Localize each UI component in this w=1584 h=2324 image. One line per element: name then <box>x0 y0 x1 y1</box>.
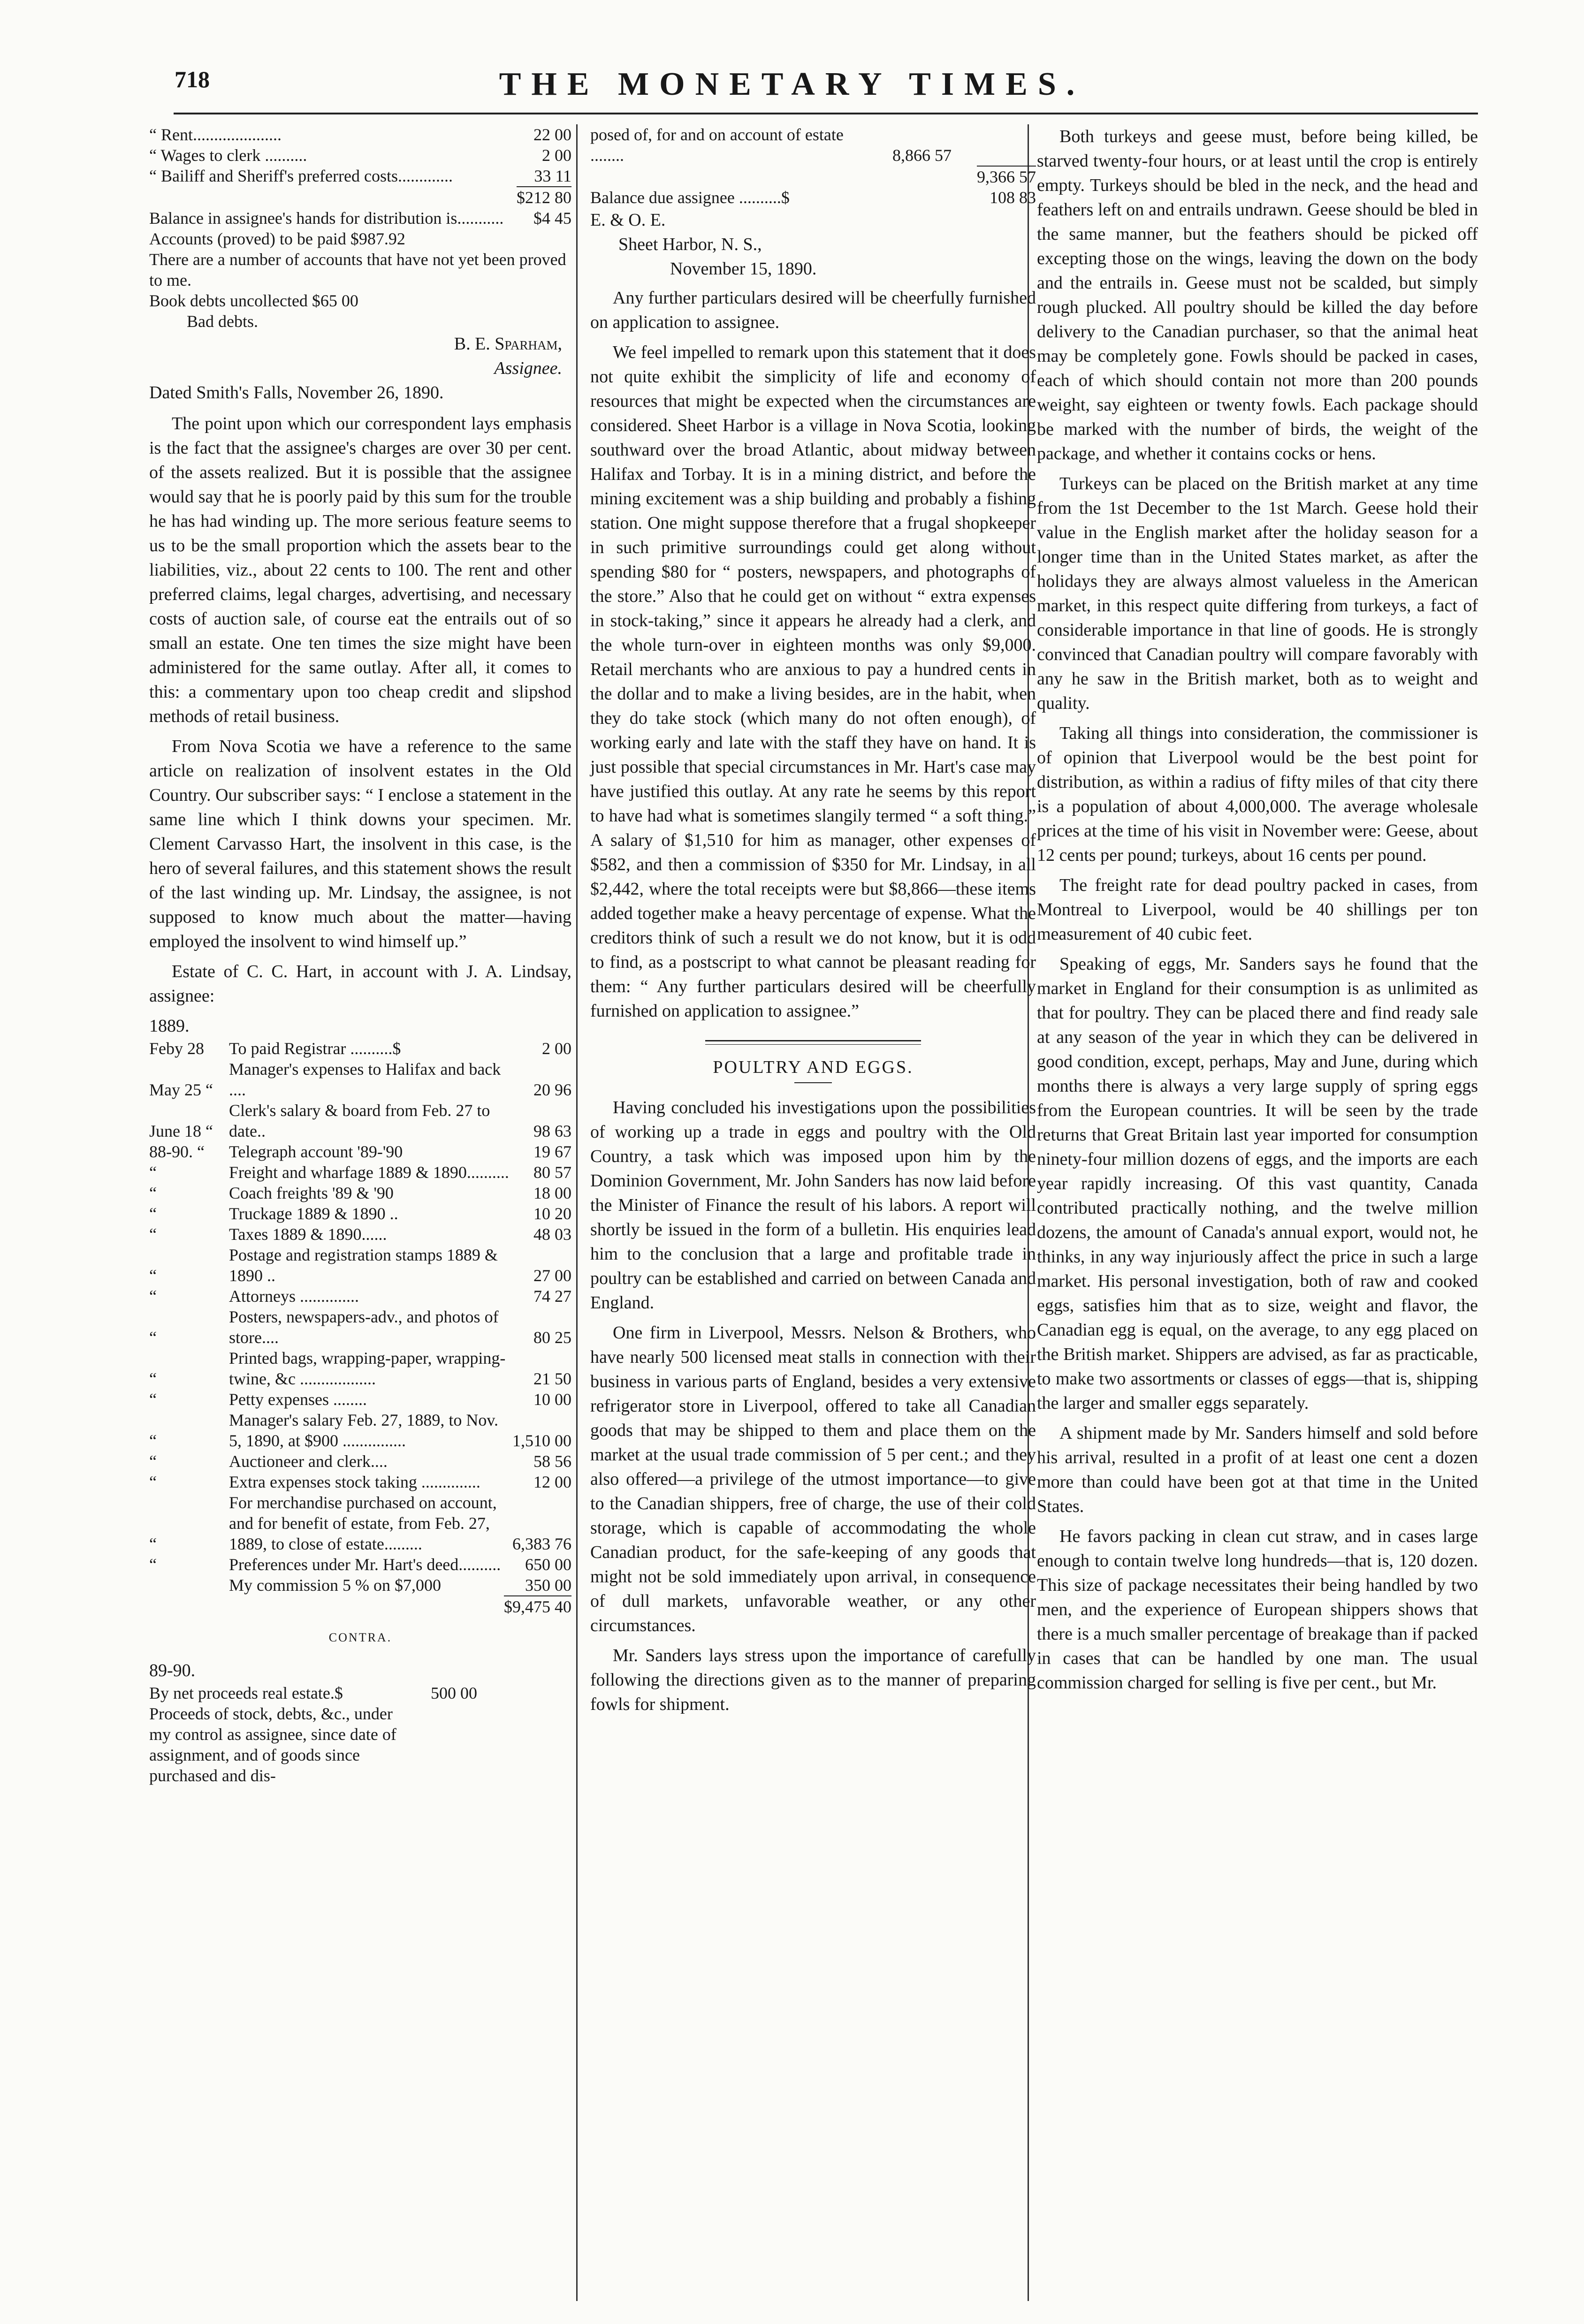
place-line: Sheet Harbor, N. S., <box>618 235 762 254</box>
unproved-line: There are a number of accounts that have not yet been proved to me. <box>149 250 566 289</box>
estate-title: Estate of C. C. Hart, in account with J. A. Lindsay, assignee: <box>149 962 571 1006</box>
paragraph: Mr. Sanders lays stress upon the importance of carefully following the directions given as to the manner of preparing fowls for shipment. <box>590 1646 1036 1714</box>
paragraph: We feel impelled to remark upon this statement that it does not quite exhibit the simplicity of life and economy of resources that might be expected when the circumstances are considered. Sheet Harbor is a village in Nova Scotia, looking southward over the broad Atlantic, about midway between Halifax and Torbay. It is in a mining district, and before the mining excitement was a ship building and probably a fishing station. One might suppose therefore that a frugal shopkeeper in such primitive surroundings could get along without spending $80 for “ posters, newspapers, and photographs of the store.” Also that he could get on without “ extra expenses in stock-taking,” since it appears he already had a clerk, and the whole turn-over in eighteen months was only $9,000. Retail merchants who are anxious to pay a hundred cents in the dollar and to make a living besides, are in the habit, when they do take stock (which many do not often enough), of working early and late with the staff they have on hand. It is just possible that special circumstances in Mr. Hart's case may have justified this outlay. At any rate he seems by this report to have had what is sometimes slangily termed “ a soft thing.” A salary of $1,510 for him as manager, other expenses of $582, and then a commission of $350 for Mr. Lindsay, in all $2,442, where the total receipts were but $8,866—these items added together make a heavy percentage of expense. What the creditors think of such a result we do not know, but it is odd to find, as a postscript to what cannot be pleasant reading for them: “ Any further particulars desired will be cheerfully furnished on application to assignee.” <box>590 342 1036 1021</box>
table-row: “ For merchandise purchased on account, and for benefit of estate, from Feb. 27, 1889, to close of estate......... 6,383 76 <box>149 1493 571 1553</box>
table-row: “ Truckage 1889 & 1890 .. 10 20 <box>149 1204 571 1223</box>
ledger-total: $9,475 40 <box>504 1595 571 1617</box>
contra-heading: CONTRA. <box>328 1631 392 1644</box>
paragraph: Both turkeys and geese must, before being killed, be starved twenty-four hours, or at least until the crop is entirely empty. Turkeys should be bled in the neck, and the head and feathers left on and entrails undrawn. Geese should be bled in the same manner, but the feathers should be picked off excepting those on the wings, leaving the down on the body and the entrails in. Geese must not be scalded, but simply rough plucked. All poultry should be killed the day before delivery to the Canadian purchaser, so that the animal heat may be completely gone. Fowls should be packed in cases, each of which should contain not more than 200 pounds weight, say eighteen or twenty fowls. Each package should be marked with the number of birds, the weight of the package, and whether it contains cocks or hens. <box>1037 127 1478 463</box>
contra-text: Proceeds of stock, debts, &c., under my control as assignee, since date of assignment, and of goods since purchased and dis- <box>149 1704 396 1785</box>
table-row: “ Freight and wharfage 1889 & 1890.......... 80 57 <box>149 1163 571 1182</box>
signature-title: Assignee. <box>494 358 562 378</box>
table-row: “ Posters, newspapers-adv., and photos of store.... 80 25 <box>149 1307 571 1347</box>
table-row: “ Auctioneer and clerk.... 58 56 <box>149 1452 571 1471</box>
paragraph: The point upon which our correspondent lays emphasis is the fact that the assignee's charges are over 30 per cent. of the assets realized. But it is possible that the assignee would say that he is poorly paid by this sum for the trouble he has had winding up. The more serious feature seems to us to be the small proportion which the assets bear to the liabilities, viz., about 22 cents to 100. The rent and other preferred claims, legal charges, advertising, and necessary costs of auction sale, of course eat the entrails out of so small an estate. One ten times the size might have been administered for the same outlay. After all, it comes to this: a commentary upon too cheap credit and slipshod methods of retail business. <box>149 414 571 726</box>
table-row <box>149 186 571 208</box>
paragraph: He favors packing in clean cut straw, and in cases large enough to contain twelve long hundreds—that is, 120 dozen. This size of package necessitates their being handled by two men, and the experience of European shippers shows that there is a much smaller percentage of breakage than if packed in cases that can be handled by one man. The usual commission charged for selling is five per cent., but Mr. <box>1037 1527 1478 1693</box>
table-row: Feby 28 To paid Registrar ..........$ 2 00 <box>149 1039 571 1058</box>
estate-ledger <box>149 1038 571 1595</box>
table-row: posed of, for and on account of estate ........ 8,866 57 <box>590 125 952 165</box>
expense-table-top <box>149 124 571 208</box>
contra-year: 89-90. <box>149 1661 196 1680</box>
table-row: “ Manager's salary Feb. 27, 1889, to Nov. 5, 1890, at $900 ............... 1,510 00 <box>149 1411 571 1450</box>
paragraph: From Nova Scotia we have a reference to the same article on realization of insolvent estates in the Old Country. Our subscriber says: “ I enclose a statement in the same line which I think downs your specimen. Mr. Clement Carvasso Hart, the insolvent in this case, is the hero of several failures, and this statement shows the result of the last winding up. Mr. Lindsay, the assignee, is not supposed to know much about the matter—having employed the insolvent to wind himself up.” <box>149 737 571 951</box>
paragraph: Turkeys can be placed on the British market at any time from the 1st December to the 1st March. Geese hold their value in the English market after the holiday season for a longer time than in the United States market, as after the holidays they are always almost valueless in the American market, in this respect quite differing from turkeys, a fact of considerable importance in that line of goods. He is strongly convinced that Canadian poultry will compare favorably with any he saw in the British market, both as to weight and quality. <box>1037 474 1478 713</box>
masthead: THE MONETARY TIMES. <box>499 66 1085 102</box>
date-line: November 15, 1890. <box>670 259 817 279</box>
bad-debts-line: Bad debts. <box>187 312 258 331</box>
table-row: “ Attorneys .............. 74 27 <box>149 1287 571 1306</box>
table-row: “ Petty expenses ........ 10 00 <box>149 1390 571 1409</box>
page-number: 718 <box>175 66 210 92</box>
column-3 <box>1037 124 1478 1701</box>
table-row: May 25 “ Manager's expenses to Halifax and back .... 20 96 <box>149 1060 571 1099</box>
table-row: Balance in assignee's hands for distribution is........... $4 45 <box>149 209 571 228</box>
paragraph: One firm in Liverpool, Messrs. Nelson & Brothers, who have nearly 500 licensed meat stalls in connection with their business in various parts of England, besides a very extensive refrigerator store in Liverpool, offered to take all Canadian goods that may be shipped to them and place them on the market at the usual trade commission of 5 per cent.; and they also offered—a privilege of the utmost importance—to give to the Canadian shippers, free of charge, the use of their cold storage, which is capable of accommodating the whole Canadian product, for the safe-keeping of any goods that might not be sold immediately upon arrival, in consequence of dull markets, unfavorable weather, or any other circumstances. <box>590 1323 1036 1635</box>
table-row: “ Taxes 1889 & 1890...... 48 03 <box>149 1225 571 1244</box>
table-row: June 18 “ Clerk's salary & board from Feb. 27 to date.. 98 63 <box>149 1101 571 1140</box>
table-row: “ Postage and registration stamps 1889 & 1890 .. 27 00 <box>149 1246 571 1285</box>
table-row: By net proceeds real estate.$ 500 00 <box>149 1684 477 1702</box>
continued-ledger <box>590 124 1036 208</box>
table-row: “ Printed bags, wrapping-paper, wrapping-twine, &c .................. 21 50 <box>149 1349 571 1388</box>
paragraph: A shipment made by Mr. Sanders himself and sold before his arrival, resulted in a profit of at least one cent a dozen more than could have been got at that time in the United States. <box>1037 1423 1478 1516</box>
eoe: E. & O. E. <box>590 210 666 230</box>
table-row: “ Coach freights '89 & '90 18 00 <box>149 1184 571 1202</box>
table-row: “ Wages to clerk .......... 2 00 <box>149 146 571 165</box>
paragraph: Speaking of eggs, Mr. Sanders says he found that the market in England for their consumption is as unlimited as that for poultry. They can be placed there and find ready sale at any season of the year in which they can be delivered in good condition, except, perhaps, May and June, during which months there is always a very large supply of spring eggs from the European countries. It will be seen by the trade returns that Great Britain last year imported for consumption ninety-four million dozens of eggs, and the imports are each year rapidly increasing. Of this vast quantity, Canada contributed practically nothing, and the twelve million dozens, the amount of Canada's annual export, would not, he thinks, in any way injuriously affect the price in such a large market. His personal investigation, both of raw and cooked eggs, satisfies him that as to size, weight and flavor, the Canadian egg is equal, on the average, to any egg placed on the British market. Shippers are advised, as far as practicable, to make two assortments or classes of eggs—that is, shipping the larger and smaller eggs separately. <box>1037 954 1478 1413</box>
column-2 <box>590 124 1036 1722</box>
column-1 <box>149 124 571 1786</box>
ledger-year: 1889. <box>149 1016 190 1036</box>
book-debts-line: Book debts uncollected $65 00 <box>149 291 358 310</box>
paragraph: The freight rate for dead poultry packed in cases, from Montreal to Liverpool, would be 40 shillings per ton measurement of 40 cubic feet. <box>1037 875 1478 944</box>
section-rule <box>705 1040 921 1045</box>
balance-table <box>149 208 571 228</box>
paragraph: Any further particulars desired will be cheerfully furnished on application to assignee. <box>590 288 1036 332</box>
article-headline: POULTRY AND EGGS. <box>713 1057 914 1077</box>
header-rule <box>174 113 1478 114</box>
table-row: “ Preferences under Mr. Hart's deed.......... 650 00 <box>149 1555 571 1574</box>
table-row: 88-90. “ Telegraph account '89-'90 19 67 <box>149 1142 571 1161</box>
dated-line: Dated Smith's Falls, November 26, 1890. <box>149 383 444 403</box>
headline-rule <box>794 1082 832 1083</box>
column-divider-1 <box>576 124 578 2301</box>
table-row <box>149 1595 571 1617</box>
table-row: Balance due assignee ..........$ 108 83 <box>590 188 1036 207</box>
total-amount: $212 80 <box>517 186 571 208</box>
table-row: My commission 5 % on $7,000 350 00 <box>229 1576 571 1595</box>
contra-table <box>149 1683 571 1703</box>
paragraph: Having concluded his investigations upon the possibilities of working up a trade in eggs and poultry with the Old Country, a task which was imposed upon him by the Dominion Government, Mr. John Sanders has now laid before the Minister of Finance the result of his labors. A report will shortly be issued in the form of a bulletin. His enquiries lead him to the conclusion that a large and profitable trade in poultry can be established and carried on between Canada and England. <box>590 1098 1036 1313</box>
table-row: “ Extra expenses stock taking .............. 12 00 <box>149 1473 571 1491</box>
table-row: 9,366 57 <box>590 166 1036 187</box>
signature-name: B. E. Sparham, <box>454 334 562 354</box>
paragraph: Taking all things into consideration, the commissioner is of opinion that Liverpool would be the best point for distribution, as within a radius of fifty miles of that city there is a population of about 4,000,000. The average wholesale prices at the time of his visit in November were: Geese, about 12 cents per pound; turkeys, about 16 cents per pound. <box>1037 723 1478 865</box>
table-row: “ Bailiff and Sheriff's preferred costs............. 33 11 <box>149 167 571 185</box>
accounts-line: Accounts (proved) to be paid $987.92 <box>149 229 405 248</box>
page-header <box>0 0 1584 131</box>
table-row: “ Rent..................... 22 00 <box>149 125 571 144</box>
